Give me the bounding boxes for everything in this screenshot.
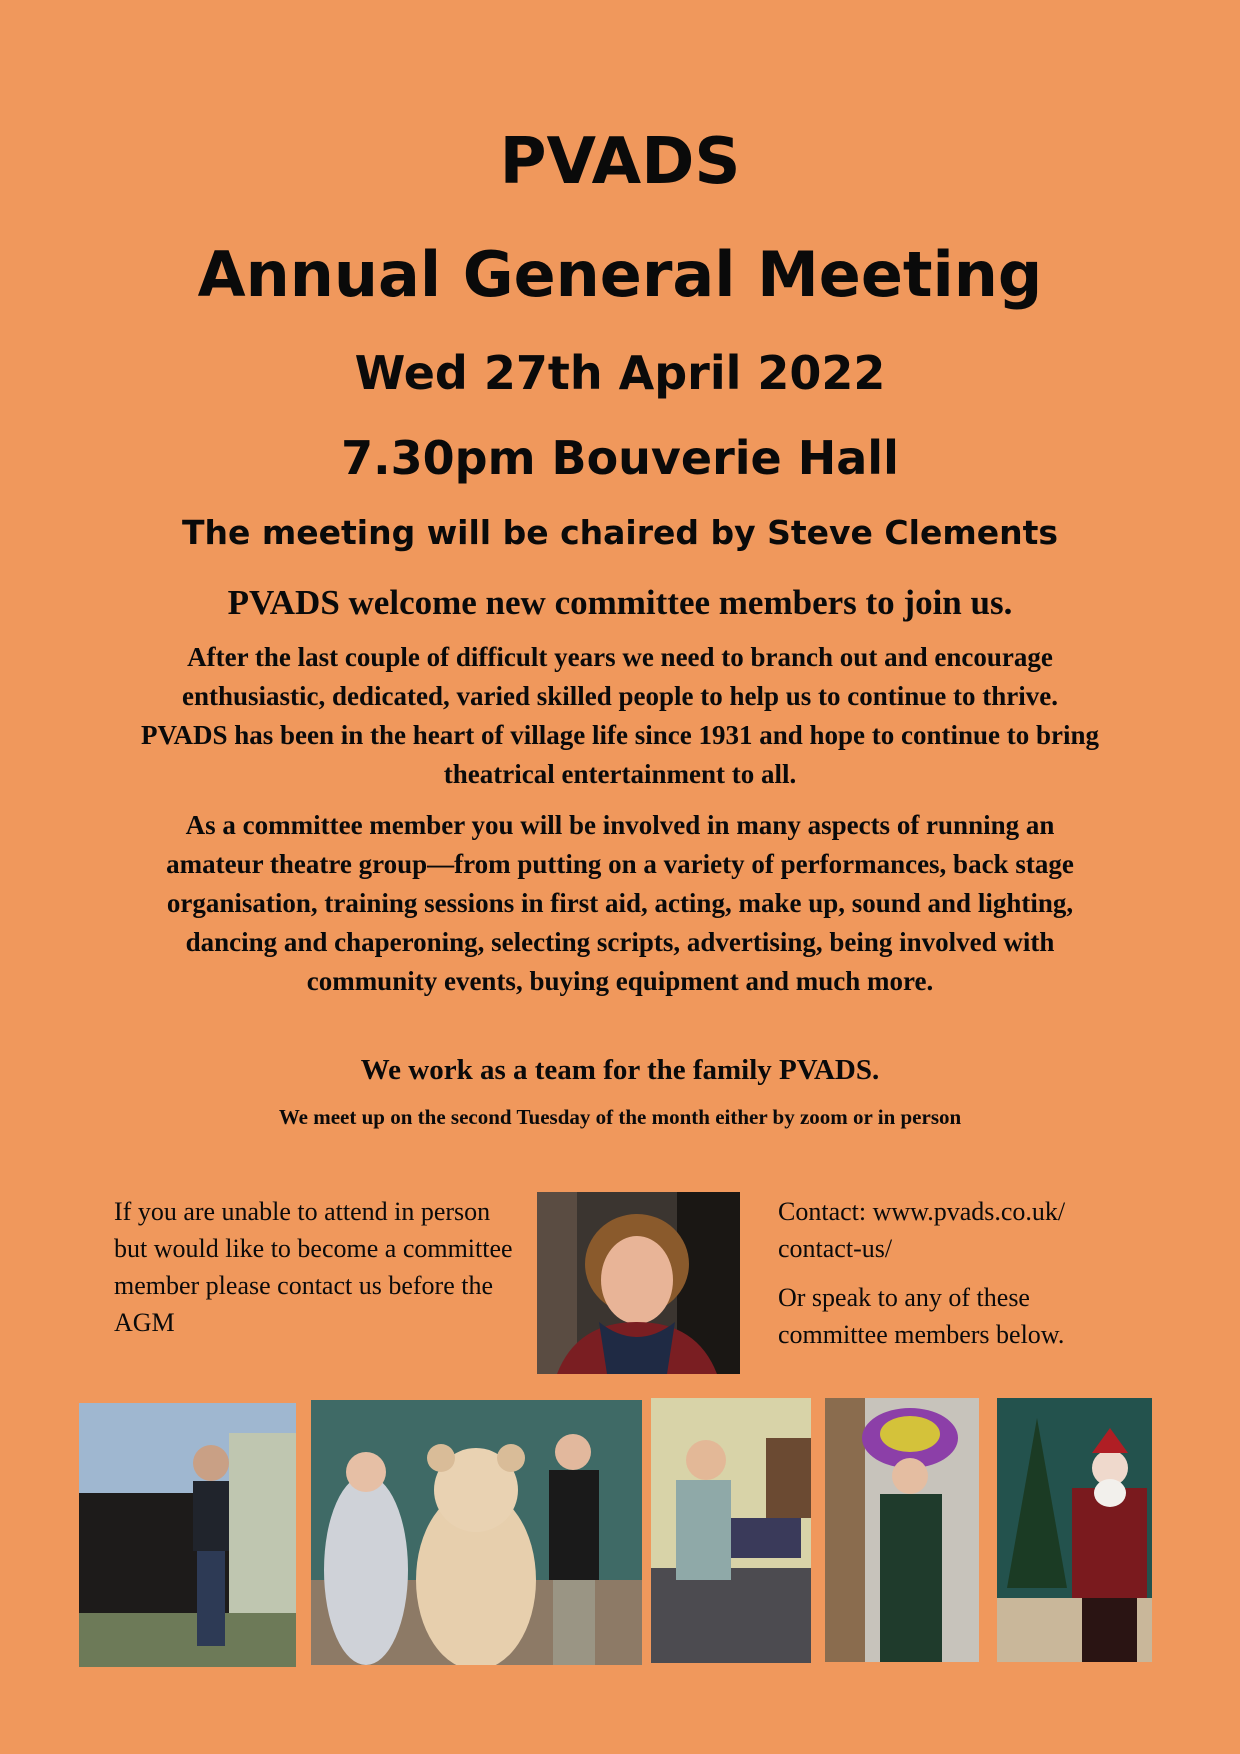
remote-join-note: If you are unable to attend in person but would like to become a committee member please contact us before the AGM <box>114 1197 513 1337</box>
role-paragraph: As a committee member you will be involved in many aspects of running an amateur theatre group—from putting on a variety of performances, back stage organisation, training sessions in first aid, acting, make up, sound and lighting, dancing and chaperoning, selecting scripts, advertising, being involved with community events, buying equipment and much more. <box>166 810 1074 996</box>
intro-paragraph: After the last couple of difficult years we need to branch out and encourage enthusiastic, dedicated, varied skilled people to help us to continue to thrive. PVADS has been in the heart of village life since 1931 and hope to continue to bring theatrical entertainment to all. <box>140 642 1100 789</box>
event-date: Wed 27th April 2022 <box>354 346 886 400</box>
contact-block <box>778 1193 1138 1353</box>
committee-photo-teddy-bear <box>311 1400 642 1665</box>
meeting-schedule: We meet up on the second Tuesday of the month either by zoom or in person <box>278 1105 962 1129</box>
contact-link[interactable]: Contact: www.pvads.co.uk/ contact-us/ <box>778 1197 1066 1263</box>
team-statement: We work as a team for the family PVADS. <box>360 1054 880 1086</box>
speak-to-members-note: Or speak to any of these committee members below. <box>778 1283 1065 1349</box>
welcome-heading: PVADS welcome new committee members to join us. <box>227 583 1013 622</box>
event-title: Annual General Meeting <box>197 238 1043 311</box>
committee-photo-santa <box>997 1398 1152 1662</box>
committee-photo-laptop <box>651 1398 811 1663</box>
chair-note: The meeting will be chaired by Steve Clements <box>181 513 1059 552</box>
committee-photo-stage-builder <box>79 1403 296 1667</box>
event-time-venue: 7.30pm Bouverie Hall <box>341 431 899 485</box>
org-title: PVADS <box>499 125 741 199</box>
portrait-photo <box>537 1192 740 1374</box>
committee-photo-headdress <box>825 1398 979 1662</box>
